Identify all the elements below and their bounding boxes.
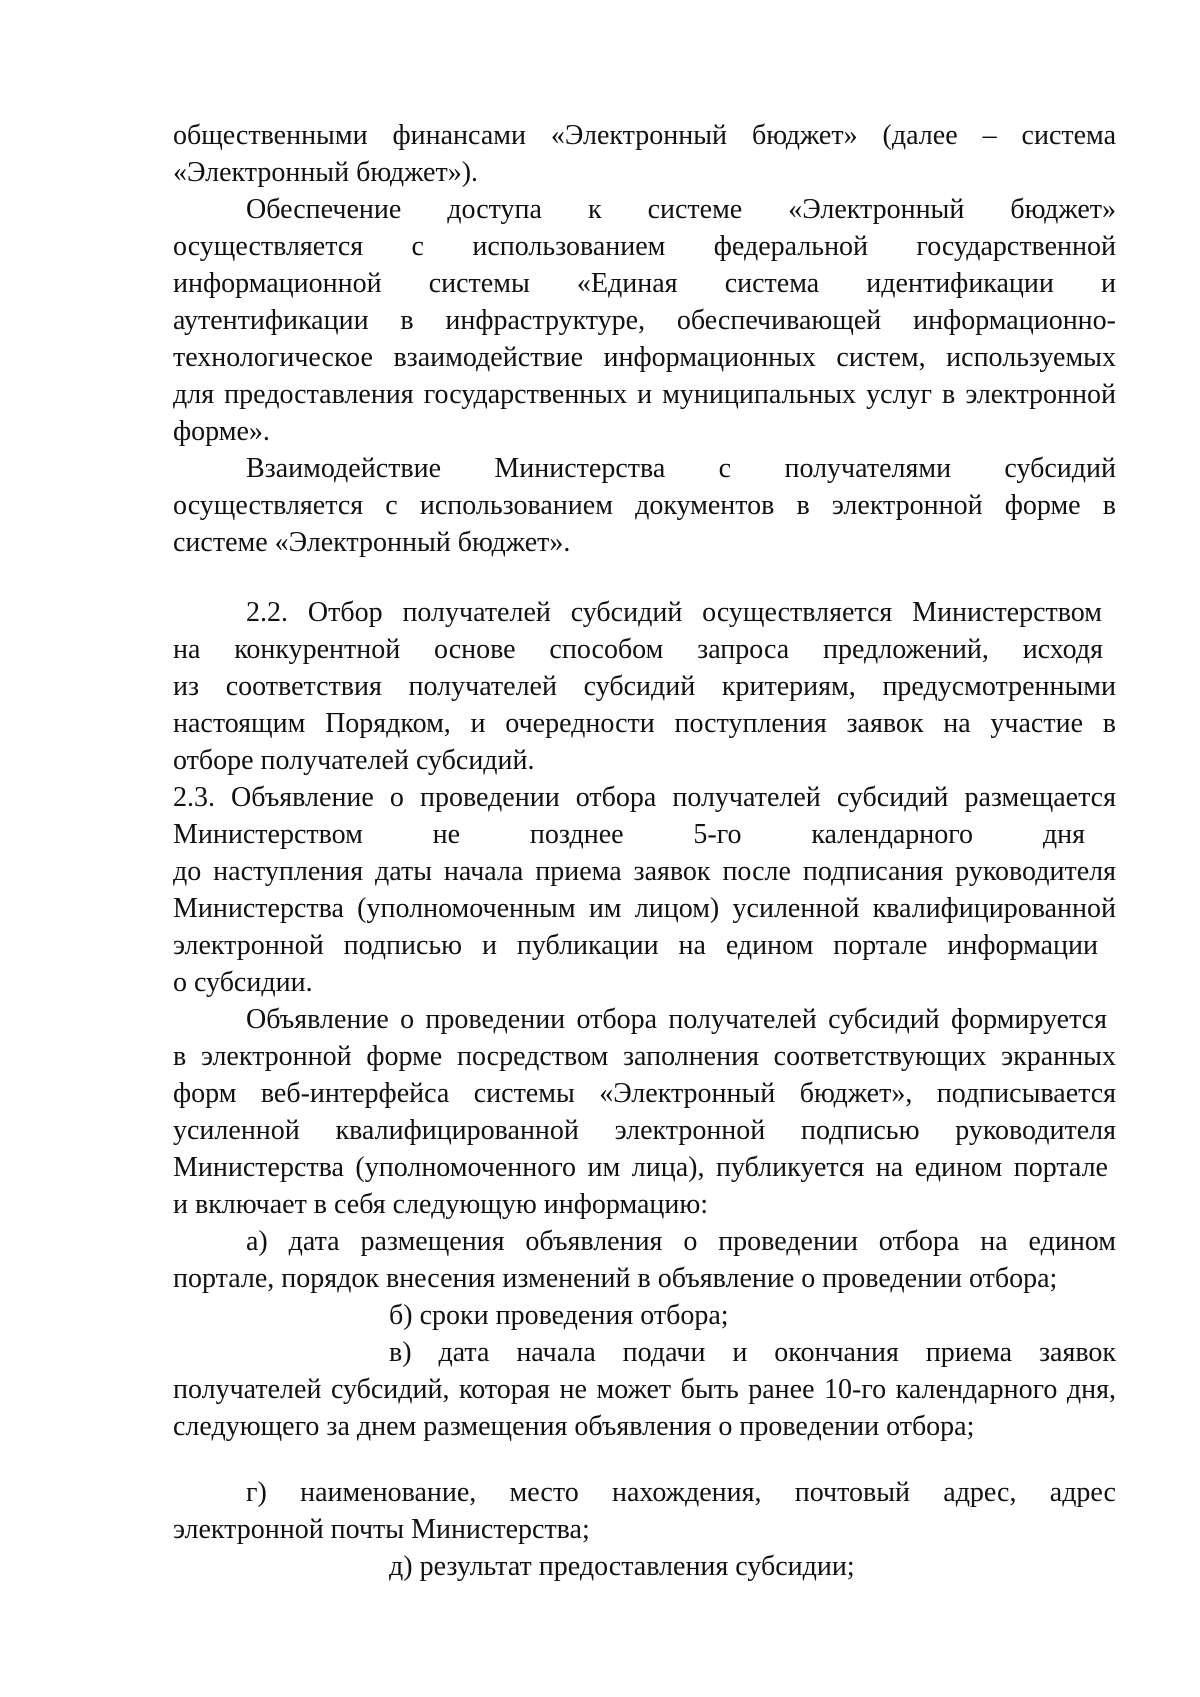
text-line: Министерства (уполномоченного им лица), публикуется на едином портале xyxy=(173,1152,1108,1183)
list-item: б) сроки проведения отбора; xyxy=(389,1300,729,1331)
text-line: форме». xyxy=(173,416,270,447)
text-line: из соответствия получателей субсидий критериям, предусмотренными xyxy=(173,671,1116,702)
text-line: осуществляется с использованием федеральной государственной xyxy=(173,231,1116,262)
text-line: следующего за днем размещения объявления о проведении отбора; xyxy=(173,1411,975,1442)
text-line: информационной системы «Единая система идентификации и xyxy=(173,268,1116,299)
list-item: а) дата размещения объявления о проведении отбора на едином xyxy=(246,1226,1116,1257)
text-line: общественными финансами «Электронный бюджет» (далее – система xyxy=(173,120,1116,151)
list-item: д) результат предоставления субсидии; xyxy=(389,1551,855,1582)
text-line: Министерством не позднее 5-го календарного дня xyxy=(173,819,1085,850)
text-line: до наступления даты начала приема заявок после подписания руководителя xyxy=(173,856,1116,887)
text-line: Объявление о проведении отбора получателей субсидий формируется xyxy=(246,1004,1107,1035)
text-line: технологическое взаимодействие информационных систем, используемых xyxy=(173,342,1116,373)
text-line: Обеспечение доступа к системе «Электронный бюджет» xyxy=(246,194,1116,225)
list-item: в) дата начала подачи и окончания приема заявок xyxy=(389,1337,1116,1368)
text-line: в электронной форме посредством заполнения соответствующих экранных xyxy=(173,1041,1116,1072)
text-line: настоящим Порядком, и очередности поступления заявок на участие в xyxy=(173,708,1116,739)
text-line: отборе получателей субсидий. xyxy=(173,745,535,776)
text-line: электронной подписью и публикации на едином портале информации xyxy=(173,930,1098,961)
text-line: портале, порядок внесения изменений в объявление о проведении отбора; xyxy=(173,1263,1058,1294)
text-line: получателей субсидий, которая не может быть ранее 10-го календарного дня, xyxy=(173,1374,1116,1405)
list-item: г) наименование, место нахождения, почтовый адрес, адрес xyxy=(246,1477,1116,1508)
text-line: аутентификации в инфраструктуре, обеспечивающей информационно- xyxy=(173,305,1116,336)
text-line: усиленной квалифицированной электронной подписью руководителя xyxy=(173,1115,1116,1146)
text-line: и включает в себя следующую информацию: xyxy=(173,1189,709,1220)
text-line: для предоставления государственных и муниципальных услуг в электронной xyxy=(173,379,1116,410)
text-line: электронной почты Министерства; xyxy=(173,1514,590,1545)
text-line: Взаимодействие Министерства с получателями субсидий xyxy=(246,453,1116,484)
text-line: «Электронный бюджет»). xyxy=(173,157,479,188)
text-line: 2.2. Отбор получателей субсидий осуществляется Министерством xyxy=(246,597,1102,628)
text-line: системе «Электронный бюджет». xyxy=(173,527,571,558)
text-line: осуществляется с использованием документов в электронной форме в xyxy=(173,490,1116,521)
text-line: о субсидии. xyxy=(173,967,313,998)
text-line: 2.3. Объявление о проведении отбора получателей субсидий размещается xyxy=(173,782,1116,813)
text-line: форм веб-интерфейса системы «Электронный бюджет», подписывается xyxy=(173,1078,1116,1109)
text-line: на конкурентной основе способом запроса предложений, исходя xyxy=(173,634,1103,665)
text-line: Министерства (уполномоченным им лицом) усиленной квалифицированной xyxy=(173,893,1116,924)
